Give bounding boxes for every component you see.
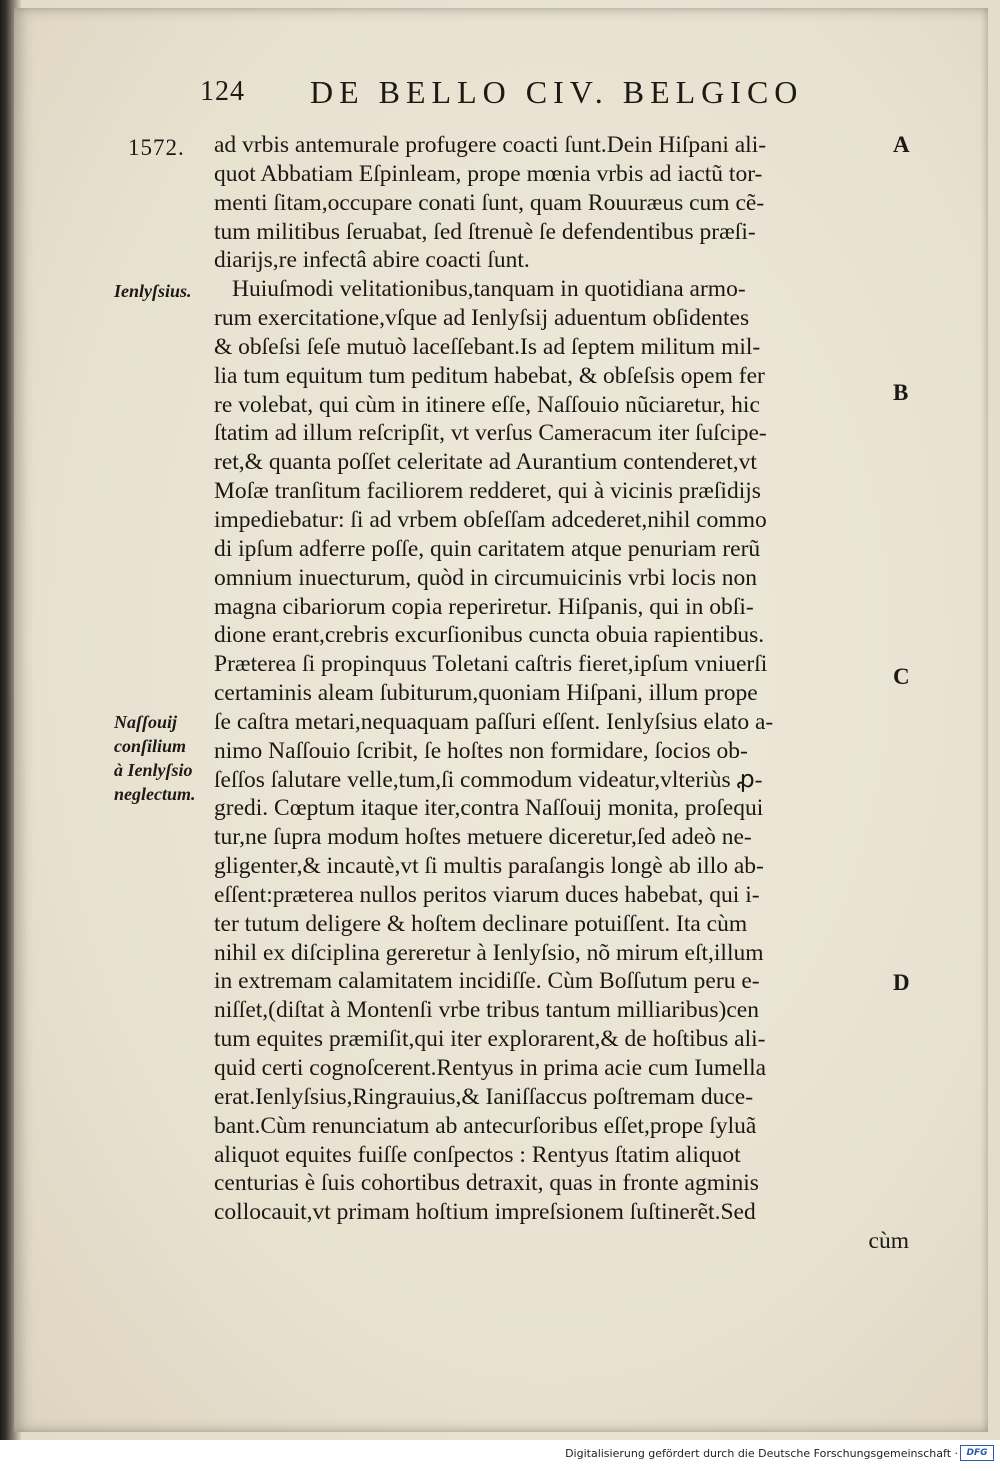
text-line: niſſet,(diſtat à Montenſi vrbe tribus tantum milliaribus)cen <box>214 997 759 1024</box>
text-line: gredi. Cœptum itaque iter,contra Naſſouij monita, proſequi <box>214 795 764 822</box>
running-title: DE BELLO CIV. BELGICO <box>310 74 804 110</box>
section-letter-c: C <box>893 664 910 689</box>
page-header <box>200 74 930 114</box>
text-line: eſſent:præterea nullos peritos viarum duces habebat, qui i- <box>214 881 760 908</box>
text-line: Præterea ſi propinquus Toletani caſtris fieret,ipſum vniuerſi <box>214 651 768 678</box>
text-line: tum equites præmiſit,qui iter explorarent,& de hoſtibus ali- <box>214 1026 766 1053</box>
text-line: collocauit,vt primam hoſtium impreſsionem ſuſtinerẽt.Sed <box>214 1199 756 1226</box>
text-line: lia tum equitum tum peditum habebat, & obſeſsis opem fer <box>214 362 765 389</box>
text-line: rum exercitatione,vſque ad Ienlyſsij aduentum obſidentes <box>214 305 750 332</box>
section-letter-a: A <box>893 132 910 157</box>
text-line: menti ſitam,occupare conati ſunt, quam Rouuræus cum cẽ- <box>214 189 765 216</box>
text-line: re volebat, qui cùm in itinere eſſe, Naſſouio nũciaretur, hic <box>214 391 760 418</box>
text-line: tur,ne ſupra modum hoſtes metuere diceretur,ſed adeò ne- <box>214 824 752 851</box>
text-line: di ipſum adferre poſſe, quin caritatem atque penuriam rerũ <box>214 535 761 562</box>
section-letter-d: D <box>893 970 910 995</box>
footer-credit: Digitalisierung gefördert durch die Deutsche Forschungsgemeinschaft · <box>565 1447 958 1460</box>
text-line: diarijs,re infectâ abire coacti ſunt. <box>214 247 530 274</box>
text-line: in extremam calamitatem incidiſſe. Cùm Boſſutum peru e- <box>214 968 760 995</box>
text-line: & obſeſsi ſeſe mutuò laceſſebant.Is ad ſeptem militum mil- <box>214 333 761 360</box>
text-line: magna cibariorum copia reperiretur. Hiſpanis, qui in obſi- <box>214 593 754 620</box>
section-letter-b: B <box>893 380 909 405</box>
text-line: ſeſſos ſalutare velle,tum,ſi commodum videatur,vlteriùs ꝓ- <box>214 766 763 793</box>
body-text <box>214 131 919 1256</box>
text-line: tum militibus ſeruabat, ſed ſtrenuè ſe defendentibus præſi- <box>214 218 756 245</box>
text-line: certaminis aleam ſubiturum,quoniam Hiſpani, illum prope <box>214 680 758 707</box>
text-line: ſtatim ad illum reſcripſit, vt verſus Cameracum iter ſuſcipe- <box>214 420 767 447</box>
text-line: dione erant,crebris excurſionibus cuncta obuia rapientibus. <box>214 622 765 649</box>
text-line: quid certi cognoſcerent.Rentyus in prima acie cum Iumella <box>214 1055 767 1081</box>
text-line: omnium inuecturum, quòd in circumuicinis vrbi locis non <box>214 564 758 591</box>
margin-year: 1572. <box>128 135 185 160</box>
text-line: aliquot equites fuiſſe conſpectos : Rentyus ſtatim aliquot <box>214 1141 741 1168</box>
text-line: ter tutum deligere & hoſtem declinare potuiſſent. Ita cùm <box>214 910 748 937</box>
text-line: nimo Naſſouio ſcribit, ſe hoſtes non formidare, ſocios ob- <box>214 737 748 764</box>
margin-note-nassouij: Naſſouij conſilium à Ienlyſsio neglectum. <box>114 712 196 804</box>
page-number: 124 <box>200 76 245 107</box>
text-line: gligenter,& incautè,vt ſi multis paraſangis longè ab illo ab- <box>214 853 764 880</box>
text-line: quot Abbatiam Eſpinleam, prope mœnia vrbis ad iactũ tor- <box>214 160 763 187</box>
text-line: centurias è ſuis cohortibus detraxit, quas in fronte agminis <box>214 1170 759 1197</box>
text-line: ret,& quanta poſſet celeritate ad Aurantium contenderet,vt <box>214 449 757 476</box>
text-line: nihil ex diſciplina gereretur à Ienlyſsio, nõ mirum eſt,illum <box>214 939 764 966</box>
text-line: bant.Cùm renunciatum ab antecurſoribus eſſet,prope ſyluã <box>214 1112 757 1139</box>
text-line: Moſæ tranſitum faciliorem redderet, qui à vicinis præſidijs <box>214 478 761 505</box>
dfg-logo: DFG <box>960 1445 994 1461</box>
text-line: ſe caſtra metari,nequaquam paſſuri eſſent. Ienlyſsius elato a- <box>214 708 774 735</box>
text-line: ad vrbis antemurale profugere coacti ſunt.Dein Hiſpani ali- <box>214 132 767 158</box>
text-line: erat.Ienlyſsius,Ringrauius,& Ianiſſaccus poſtremam duce- <box>214 1083 754 1110</box>
margin-note-ienlyssius: Ienlyſsius. <box>114 281 192 301</box>
text-line: Huiuſmodi velitationibus,tanquam in quotidiana armo- <box>232 276 746 303</box>
text-line: cùm <box>868 1228 909 1255</box>
text-line: impediebatur: ſi ad vrbem obſeſſam adcederet,nihil commo <box>214 506 767 533</box>
